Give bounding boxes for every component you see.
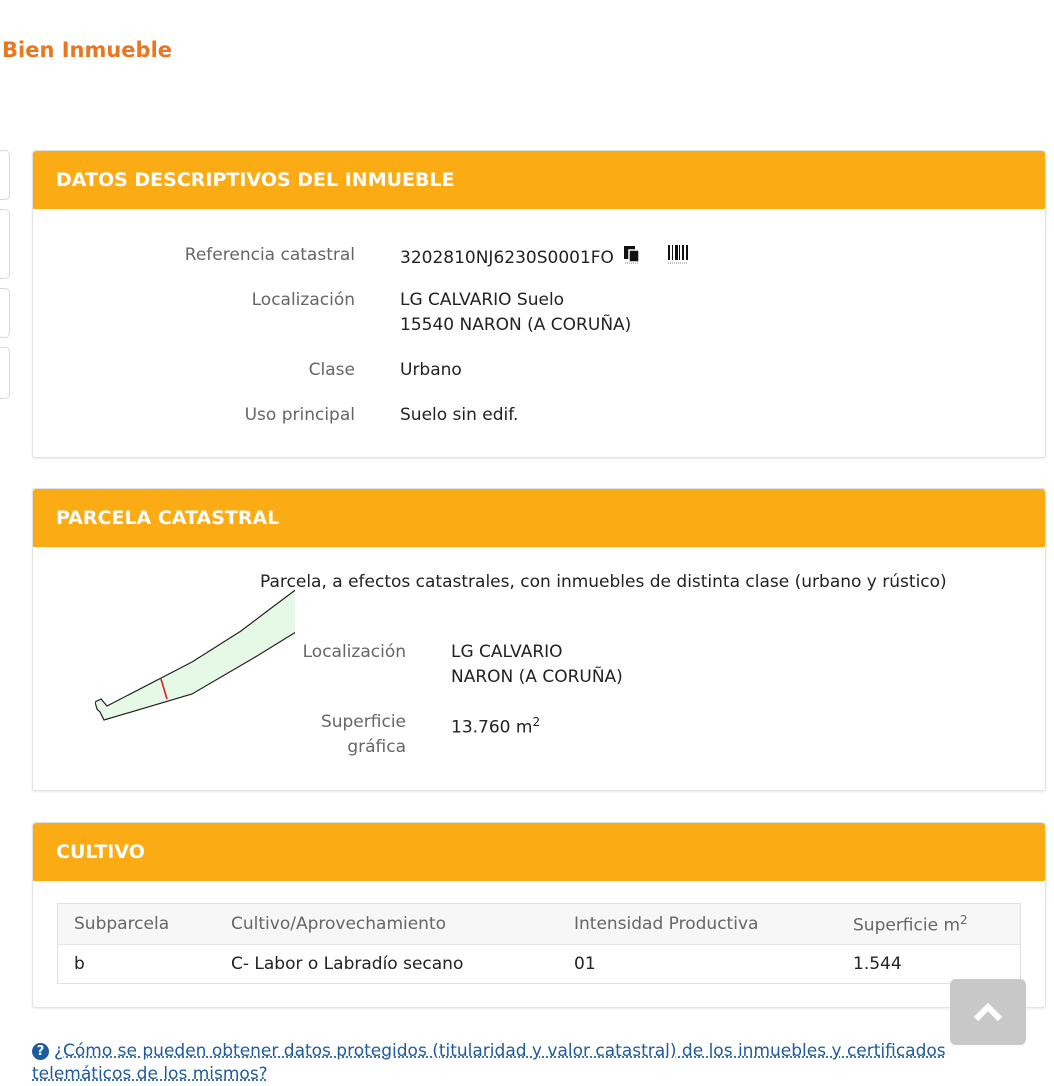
clase-row [33,358,1033,383]
localizacion-label: Localización [251,290,355,310]
datos-descriptivos-panel [32,150,1046,458]
side-tab[interactable] [0,209,10,279]
uso-row [33,403,1033,428]
column-header-text: Superficie m [853,915,961,936]
column-header: Subparcela [58,904,216,945]
parcela-description [260,570,960,620]
referencia-label: Referencia catastral [184,245,355,265]
help-link[interactable] [32,1040,1022,1086]
superficie-number: 13.760 m [451,717,533,738]
side-tab[interactable] [0,288,10,338]
superficie-sup: 2 [532,715,541,729]
page-title: Bien Inmueble [2,38,173,62]
side-tab[interactable] [0,150,10,200]
help-link-text[interactable]: ¿Cómo se pueden obtener datos protegidos (titularidad y valor catastral) de los inmuebles y certificados telemáticos de los mismos? [32,1041,946,1084]
localizacion-line2: 15540 NARON (A CORUÑA) [400,315,632,335]
uso-value: Suelo sin edif. [400,405,519,425]
copy-icon[interactable] [623,244,641,272]
parcela-panel [32,488,1046,791]
cultivo-panel [32,822,1046,1008]
column-header: Cultivo/Aprovechamiento [215,904,558,945]
localizacion-line1: LG CALVARIO Suelo [400,290,565,310]
chevron-up-icon [973,1002,1003,1022]
superficie-row [33,710,1033,760]
referencia-text[interactable]: 3202810NJ6230S0001FO [400,248,614,268]
cultivo-table [57,903,1021,984]
table-cell: 01 [558,945,837,984]
superficie-value [451,710,540,741]
referencia-value [400,243,689,273]
side-tab[interactable] [0,347,10,399]
parcela-header: PARCELA CATASTRAL [33,489,1045,547]
clase-label: Clase [308,360,355,380]
table-cell: 1.544 [837,945,1021,984]
table-cell: C- Labor o Labradío secano [215,945,558,984]
column-header: Intensidad Productiva [558,904,837,945]
barcode-icon[interactable] [667,243,689,273]
parcela-localizacion-line2: NARON (A CORUÑA) [451,667,623,687]
cultivo-header: CULTIVO [33,823,1045,881]
table-header-row [58,904,1021,945]
superficie-label-line2: gráfica [347,737,406,757]
clase-value: Urbano [400,360,462,380]
referencia-row [33,243,1033,268]
superficie-label-line1: Superficie [320,712,406,732]
parcela-description-text: Parcela, a efectos catastrales, con inmuebles de distinta clase (urbano y rústico) [260,572,947,592]
column-header-sup: 2 [960,912,968,927]
parcela-localizacion-line1: LG CALVARIO [451,642,563,662]
table-cell: b [58,945,216,984]
column-header [837,904,1021,945]
parcela-localizacion-row [33,640,1033,690]
localizacion-row [33,288,1033,338]
help-circle-icon: ? [32,1043,49,1060]
scroll-to-top-button[interactable] [950,979,1026,1045]
datos-descriptivos-header: DATOS DESCRIPTIVOS DEL INMUEBLE [33,151,1045,209]
uso-label: Uso principal [244,405,355,425]
table-row [58,945,1021,984]
parcela-localizacion-label: Localización [302,642,406,662]
